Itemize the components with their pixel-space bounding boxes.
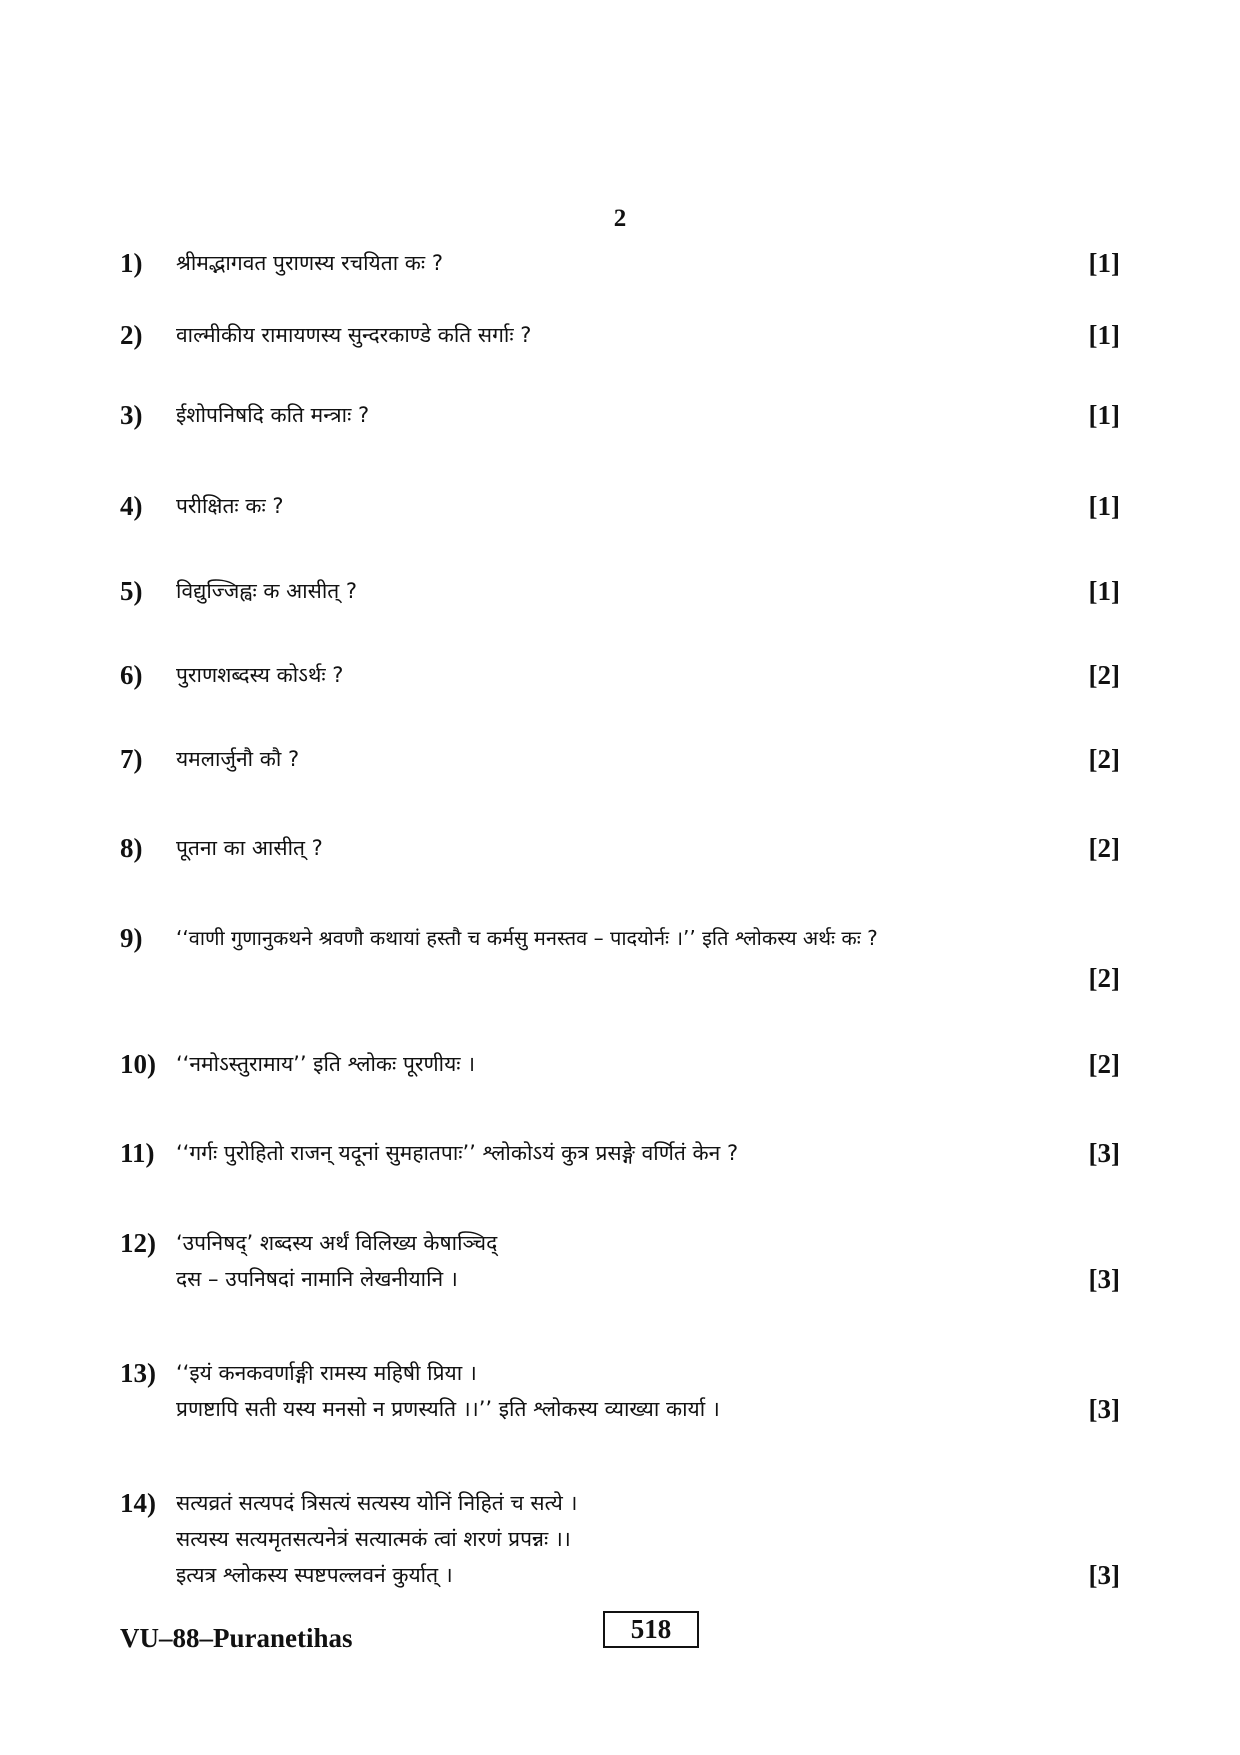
question-text bbox=[176, 1485, 1036, 1593]
question-marks: [1] bbox=[1088, 248, 1120, 278]
question-line: सत्यस्य सत्यमृतसत्यनेत्रं सत्यात्मकं त्वां शरणं प्रपन्नः ।। bbox=[176, 1527, 571, 1551]
question-line: इत्यत्र श्लोकस्य स्पष्टपल्लवनं कुर्यात् । bbox=[176, 1563, 453, 1587]
question-line: ‘‘नमोऽस्तुरामाय’’ इति श्लोकः पूरणीयः । bbox=[176, 1052, 476, 1076]
question-line: दस – उपनिषदां नामानि लेखनीयानि । bbox=[176, 1267, 458, 1291]
question-text bbox=[176, 1046, 1036, 1082]
question-line: ‘‘गर्गः पुरोहितो राजन् यदूनां सुमहातपाः’’ श्लोकोऽयं कुत्र प्रसङ्गे वर्णितं केन ? bbox=[176, 1141, 739, 1165]
question-number: 10) bbox=[120, 1049, 156, 1079]
question-line: यमलार्जुनौ कौ ? bbox=[176, 747, 300, 771]
page-serial-box: 518 bbox=[603, 1611, 699, 1648]
question-line: श्रीमद्भागवत पुराणस्य रचयिता कः ? bbox=[176, 251, 443, 275]
question-marks: [3] bbox=[1088, 1560, 1120, 1590]
question-line: सत्यव्रतं सत्यपदं त्रिसत्यं सत्यस्य योनिं निहितं च सत्ये । bbox=[176, 1491, 578, 1515]
question-number: 3) bbox=[120, 400, 143, 430]
question-marks: [1] bbox=[1088, 320, 1120, 350]
question-line: पूतना का आसीत् ? bbox=[176, 836, 323, 860]
question-text bbox=[176, 1135, 1036, 1171]
question-text bbox=[176, 488, 1036, 524]
question-text bbox=[176, 317, 1036, 353]
question-line: ‘‘वाणी गुणानुकथने श्रवणौ कथायां हस्तौ च कर्मसु मनस्तव – पादयोर्नः ।’’ इति श्लोकस्य अर्थः कः ? bbox=[176, 926, 878, 950]
question-text bbox=[176, 1355, 1036, 1427]
page-number: 2 bbox=[613, 205, 627, 232]
question-marks: [3] bbox=[1088, 1138, 1120, 1168]
question-number: 13) bbox=[120, 1358, 156, 1388]
question-number: 8) bbox=[120, 833, 143, 863]
question-marks: [3] bbox=[1088, 1394, 1120, 1424]
question-text bbox=[176, 657, 1036, 693]
question-line: ईशोपनिषदि कति मन्त्राः ? bbox=[176, 403, 370, 427]
question-line: वाल्मीकीय रामायणस्य सुन्दरकाण्डे कति सर्गाः ? bbox=[176, 323, 532, 347]
paper-code: VU–88–Puranetihas bbox=[120, 1623, 353, 1653]
question-number: 1) bbox=[120, 248, 143, 278]
question-marks: [2] bbox=[1088, 963, 1120, 993]
question-line: ‘उपनिषद्’ शब्दस्य अर्थं विलिख्य केषाञ्चिद् bbox=[176, 1231, 498, 1255]
question-line: विद्युज्जिह्वः क आसीत् ? bbox=[176, 579, 358, 603]
question-number: 2) bbox=[120, 320, 143, 350]
question-text bbox=[176, 920, 1136, 956]
question-line: परीक्षितः कः ? bbox=[176, 494, 284, 518]
question-text bbox=[176, 830, 1036, 866]
question-marks: [1] bbox=[1088, 576, 1120, 606]
question-marks: [2] bbox=[1088, 1049, 1120, 1079]
question-marks: [1] bbox=[1088, 400, 1120, 430]
question-marks: [2] bbox=[1088, 744, 1120, 774]
question-text bbox=[176, 573, 1036, 609]
question-number: 11) bbox=[120, 1138, 155, 1168]
question-number: 7) bbox=[120, 744, 143, 774]
question-number: 4) bbox=[120, 491, 143, 521]
question-text bbox=[176, 1225, 1036, 1297]
question-number: 12) bbox=[120, 1228, 156, 1258]
question-number: 9) bbox=[120, 923, 143, 953]
question-text bbox=[176, 245, 1036, 281]
question-text bbox=[176, 741, 1036, 777]
question-marks: [1] bbox=[1088, 491, 1120, 521]
question-line: पुराणशब्दस्य कोऽर्थः ? bbox=[176, 663, 344, 687]
question-marks: [3] bbox=[1088, 1264, 1120, 1294]
question-line: ‘‘इयं कनकवर्णाङ्गी रामस्य महिषी प्रिया । bbox=[176, 1361, 477, 1385]
question-text bbox=[176, 397, 1036, 433]
question-number: 6) bbox=[120, 660, 143, 690]
question-marks: [2] bbox=[1088, 833, 1120, 863]
question-number: 14) bbox=[120, 1488, 156, 1518]
question-line: प्रणष्टापि सती यस्य मनसो न प्रणस्यति ।।’’ इति श्लोकस्य व्याख्या कार्या । bbox=[176, 1397, 720, 1421]
question-number: 5) bbox=[120, 576, 143, 606]
question-marks: [2] bbox=[1088, 660, 1120, 690]
